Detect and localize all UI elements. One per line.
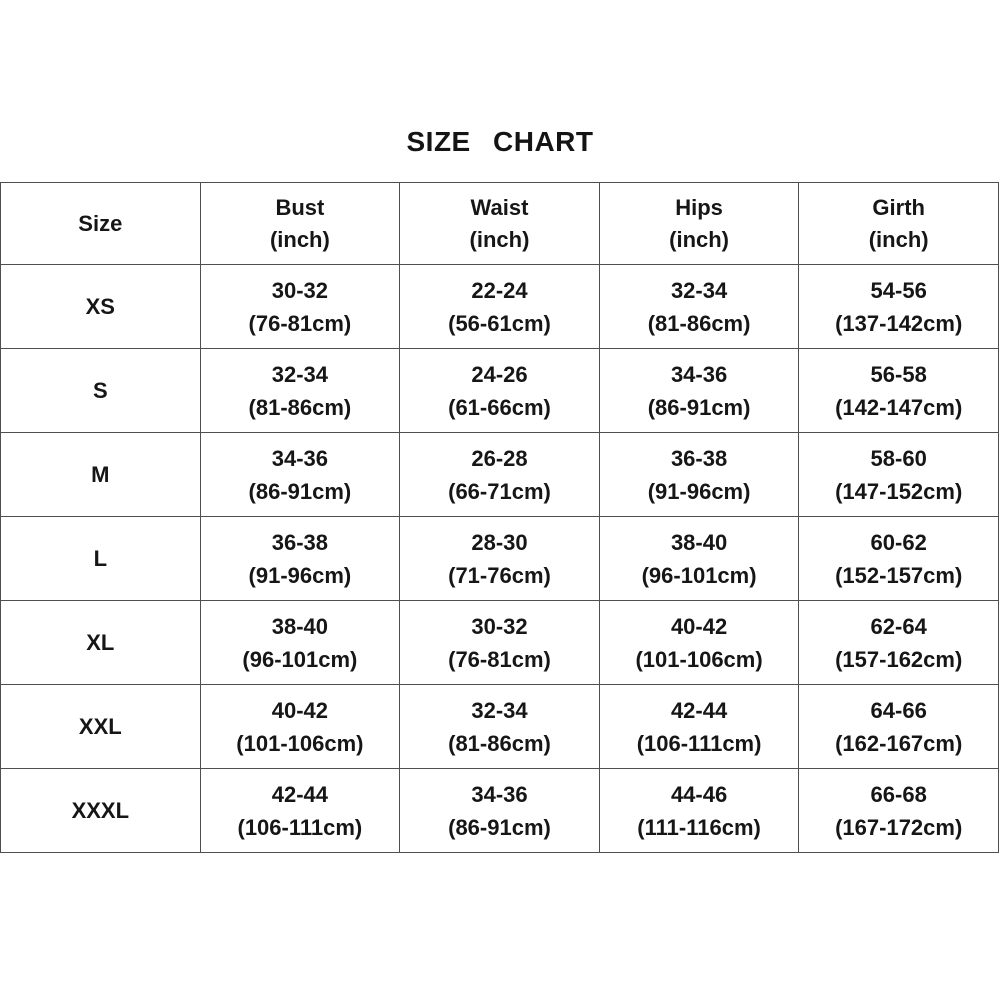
cell-hips — [599, 265, 799, 349]
cm-range: (106-111cm) — [237, 814, 363, 840]
cm-range: (101-106cm) — [236, 730, 364, 756]
inch-range: 32-34 — [471, 697, 528, 723]
table-row — [1, 349, 999, 433]
cell-bust — [200, 769, 400, 853]
cell-size — [1, 265, 201, 349]
cell-bust — [200, 433, 400, 517]
cell-bust — [200, 265, 400, 349]
inch-range: 60-62 — [870, 529, 927, 555]
cell-waist — [400, 685, 600, 769]
cell-girth — [799, 265, 999, 349]
cell-bust — [200, 517, 400, 601]
cm-range: (91-96cm) — [248, 562, 352, 588]
inch-range: 34-36 — [271, 445, 329, 471]
cm-range: (162-167cm) — [835, 730, 963, 756]
cell-bust — [200, 349, 400, 433]
inch-range: 30-32 — [271, 277, 329, 303]
cell-bust — [200, 601, 400, 685]
inch-range: 32-34 — [670, 277, 728, 303]
cell-waist — [400, 265, 600, 349]
inch-range: 40-42 — [670, 613, 728, 639]
cell-girth — [799, 349, 999, 433]
header-label: Hips — [675, 194, 723, 220]
cell-waist — [400, 349, 600, 433]
table-row — [1, 769, 999, 853]
cell-girth — [799, 685, 999, 769]
cm-range: (106-111cm) — [636, 730, 762, 756]
cm-range: (81-86cm) — [448, 730, 551, 756]
cell-waist — [400, 433, 600, 517]
cell-waist — [400, 769, 600, 853]
inch-range: 22-24 — [471, 277, 528, 303]
inch-range: 64-66 — [870, 697, 927, 723]
size-label: XS — [85, 294, 115, 319]
inch-range: 36-38 — [670, 445, 728, 471]
inch-range: 34-36 — [670, 361, 728, 387]
cm-range: (91-96cm) — [647, 478, 751, 504]
cm-range: (81-86cm) — [248, 394, 352, 420]
inch-range: 58-60 — [870, 445, 927, 471]
header-unit: (inch) — [868, 226, 929, 252]
cell-girth — [799, 433, 999, 517]
cell-size — [1, 769, 201, 853]
cm-range: (111-116cm) — [637, 814, 761, 840]
inch-range: 32-34 — [271, 361, 329, 387]
header-cell-bust — [200, 183, 400, 265]
cell-waist — [400, 601, 600, 685]
cm-range: (152-157cm) — [835, 562, 963, 588]
cell-size — [1, 601, 201, 685]
cm-range: (81-86cm) — [647, 310, 751, 336]
table-row — [1, 265, 999, 349]
cm-range: (142-147cm) — [835, 394, 963, 420]
inch-range: 26-28 — [471, 445, 528, 471]
table-row — [1, 601, 999, 685]
table-row — [1, 685, 999, 769]
cell-bust — [200, 685, 400, 769]
size-label: XXL — [78, 714, 122, 739]
inch-range: 42-44 — [271, 781, 329, 807]
inch-range: 40-42 — [271, 697, 329, 723]
cell-hips — [599, 769, 799, 853]
inch-range: 56-58 — [870, 361, 927, 387]
cell-size — [1, 349, 201, 433]
header-cell-girth — [799, 183, 999, 265]
cm-range: (86-91cm) — [248, 478, 352, 504]
cm-range: (86-91cm) — [647, 394, 751, 420]
cell-size — [1, 685, 201, 769]
cm-range: (96-101cm) — [242, 646, 358, 672]
header-unit: (inch) — [669, 226, 730, 252]
header-cell-hips — [599, 183, 799, 265]
inch-range: 36-38 — [271, 529, 329, 555]
inch-range: 38-40 — [271, 613, 329, 639]
cm-range: (167-172cm) — [835, 814, 963, 840]
cm-range: (71-76cm) — [448, 562, 551, 588]
inch-range: 30-32 — [471, 613, 528, 639]
size-label: M — [91, 462, 110, 487]
header-cell-size — [1, 183, 201, 265]
header-row — [1, 183, 999, 265]
table-header — [1, 183, 999, 265]
cm-range: (76-81cm) — [448, 646, 551, 672]
table-row — [1, 517, 999, 601]
cell-size — [1, 517, 201, 601]
cell-size — [1, 433, 201, 517]
cell-girth — [799, 517, 999, 601]
size-label: S — [92, 378, 108, 403]
size-label: XL — [86, 630, 115, 655]
inch-range: 44-46 — [670, 781, 728, 807]
cm-range: (86-91cm) — [448, 814, 551, 840]
cell-girth — [799, 769, 999, 853]
cm-range: (76-81cm) — [248, 310, 352, 336]
cell-hips — [599, 601, 799, 685]
header-cell-waist — [400, 183, 600, 265]
header-unit: (inch) — [469, 226, 530, 252]
header-unit: (inch) — [269, 226, 330, 252]
cm-range: (96-101cm) — [641, 562, 757, 588]
inch-range: 24-26 — [471, 361, 528, 387]
inch-range: 62-64 — [870, 613, 927, 639]
inch-range: 34-36 — [471, 781, 528, 807]
cm-range: (147-152cm) — [835, 478, 963, 504]
size-label: L — [93, 546, 108, 571]
cell-hips — [599, 349, 799, 433]
inch-range: 42-44 — [670, 697, 728, 723]
table-body — [1, 265, 999, 853]
cell-hips — [599, 433, 799, 517]
table-row — [1, 433, 999, 517]
cm-range: (61-66cm) — [448, 394, 551, 420]
header-label: Girth — [872, 194, 925, 220]
cell-waist — [400, 517, 600, 601]
cm-range: (66-71cm) — [448, 478, 551, 504]
cm-range: (56-61cm) — [448, 310, 551, 336]
cm-range: (101-106cm) — [635, 646, 763, 672]
page-title: SIZE CHART — [406, 126, 594, 157]
cell-hips — [599, 517, 799, 601]
header-label: Size — [78, 210, 123, 236]
size-label: XXXL — [71, 798, 130, 823]
size-chart-table — [0, 182, 999, 853]
cell-hips — [599, 685, 799, 769]
inch-range: 28-30 — [471, 529, 528, 555]
header-label: Waist — [470, 194, 529, 220]
header-label: Bust — [275, 194, 325, 220]
cm-range: (137-142cm) — [835, 310, 963, 336]
inch-range: 54-56 — [870, 277, 927, 303]
cm-range: (157-162cm) — [835, 646, 963, 672]
cell-girth — [799, 601, 999, 685]
inch-range: 38-40 — [670, 529, 728, 555]
inch-range: 66-68 — [870, 781, 927, 807]
